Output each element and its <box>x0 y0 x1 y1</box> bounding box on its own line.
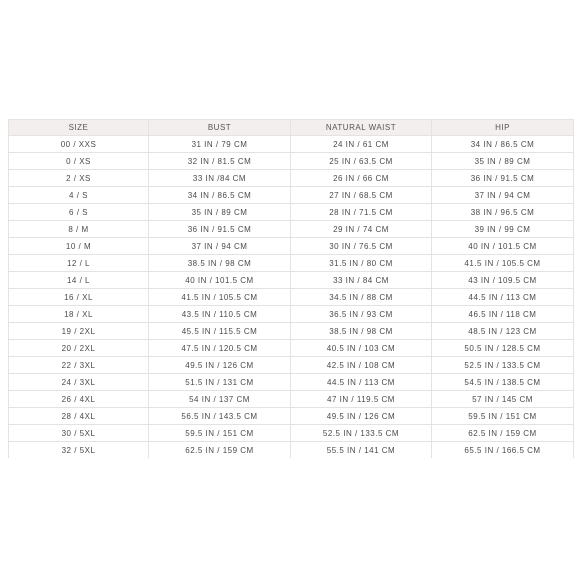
cell-hip: 59.5 IN / 151 CM <box>432 408 574 425</box>
table-row <box>9 238 574 255</box>
cell-natural-waist: 24 IN / 61 CM <box>291 136 432 153</box>
cell-hip: 48.5 IN / 123 CM <box>432 323 574 340</box>
cell-hip: 43 IN / 109.5 CM <box>432 272 574 289</box>
cell-natural-waist: 49.5 IN / 126 CM <box>291 408 432 425</box>
cell-natural-waist: 38.5 IN / 98 CM <box>291 323 432 340</box>
cell-size: 8 / M <box>9 221 149 238</box>
cell-natural-waist: 44.5 IN / 113 CM <box>291 374 432 391</box>
cell-hip: 46.5 IN / 118 CM <box>432 306 574 323</box>
cell-bust: 47.5 IN / 120.5 CM <box>149 340 291 357</box>
cell-size: 6 / S <box>9 204 149 221</box>
cell-hip: 50.5 IN / 128.5 CM <box>432 340 574 357</box>
cell-hip: 39 IN / 99 CM <box>432 221 574 238</box>
table-row <box>9 289 574 306</box>
cell-bust: 49.5 IN / 126 CM <box>149 357 291 374</box>
cell-natural-waist: 31.5 IN / 80 CM <box>291 255 432 272</box>
cell-bust: 35 IN / 89 CM <box>149 204 291 221</box>
table-row <box>9 255 574 272</box>
cell-natural-waist: 42.5 IN / 108 CM <box>291 357 432 374</box>
table-row <box>9 408 574 425</box>
table-header-row <box>9 120 574 136</box>
table-row <box>9 170 574 187</box>
size-chart-table <box>8 119 574 458</box>
cell-size: 18 / XL <box>9 306 149 323</box>
cell-bust: 33 IN /84 CM <box>149 170 291 187</box>
header-hip: HIP <box>432 120 574 136</box>
table-row <box>9 272 574 289</box>
cell-natural-waist: 36.5 IN / 93 CM <box>291 306 432 323</box>
cell-natural-waist: 47 IN / 119.5 CM <box>291 391 432 408</box>
cell-natural-waist: 34.5 IN / 88 CM <box>291 289 432 306</box>
table-row <box>9 136 574 153</box>
cell-size: 30 / 5XL <box>9 425 149 442</box>
cell-size: 32 / 5XL <box>9 442 149 459</box>
header-natural-waist: NATURAL WAIST <box>291 120 432 136</box>
cell-natural-waist: 25 IN / 63.5 CM <box>291 153 432 170</box>
cell-size: 20 / 2XL <box>9 340 149 357</box>
cell-natural-waist: 52.5 IN / 133.5 CM <box>291 425 432 442</box>
cell-bust: 38.5 IN / 98 CM <box>149 255 291 272</box>
cell-hip: 54.5 IN / 138.5 CM <box>432 374 574 391</box>
cell-bust: 36 IN / 91.5 CM <box>149 221 291 238</box>
cell-bust: 34 IN / 86.5 CM <box>149 187 291 204</box>
table-row <box>9 374 574 391</box>
header-bust: BUST <box>149 120 291 136</box>
cell-natural-waist: 30 IN / 76.5 CM <box>291 238 432 255</box>
cell-hip: 40 IN / 101.5 CM <box>432 238 574 255</box>
table-row <box>9 323 574 340</box>
cell-natural-waist: 40.5 IN / 103 CM <box>291 340 432 357</box>
cell-bust: 32 IN / 81.5 CM <box>149 153 291 170</box>
cell-size: 26 / 4XL <box>9 391 149 408</box>
table-row <box>9 221 574 238</box>
cell-hip: 41.5 IN / 105.5 CM <box>432 255 574 272</box>
cell-size: 14 / L <box>9 272 149 289</box>
cell-hip: 52.5 IN / 133.5 CM <box>432 357 574 374</box>
cell-size: 10 / M <box>9 238 149 255</box>
table-row <box>9 442 574 459</box>
cell-bust: 43.5 IN / 110.5 CM <box>149 306 291 323</box>
cell-bust: 62.5 IN / 159 CM <box>149 442 291 459</box>
cell-size: 12 / L <box>9 255 149 272</box>
cell-bust: 41.5 IN / 105.5 CM <box>149 289 291 306</box>
cell-hip: 57 IN / 145 CM <box>432 391 574 408</box>
cell-size: 19 / 2XL <box>9 323 149 340</box>
cell-size: 28 / 4XL <box>9 408 149 425</box>
table-row <box>9 357 574 374</box>
cell-bust: 56.5 IN / 143.5 CM <box>149 408 291 425</box>
cell-natural-waist: 33 IN / 84 CM <box>291 272 432 289</box>
cell-bust: 40 IN / 101.5 CM <box>149 272 291 289</box>
cell-natural-waist: 55.5 IN / 141 CM <box>291 442 432 459</box>
table-row <box>9 153 574 170</box>
cell-hip: 35 IN / 89 CM <box>432 153 574 170</box>
cell-bust: 54 IN / 137 CM <box>149 391 291 408</box>
cell-bust: 51.5 IN / 131 CM <box>149 374 291 391</box>
cell-bust: 59.5 IN / 151 CM <box>149 425 291 442</box>
cell-hip: 37 IN / 94 CM <box>432 187 574 204</box>
cell-size: 4 / S <box>9 187 149 204</box>
cell-hip: 36 IN / 91.5 CM <box>432 170 574 187</box>
cell-size: 2 / XS <box>9 170 149 187</box>
table-row <box>9 340 574 357</box>
cell-bust: 37 IN / 94 CM <box>149 238 291 255</box>
cell-natural-waist: 29 IN / 74 CM <box>291 221 432 238</box>
cell-size: 24 / 3XL <box>9 374 149 391</box>
cell-bust: 45.5 IN / 115.5 CM <box>149 323 291 340</box>
table-row <box>9 391 574 408</box>
table-row <box>9 306 574 323</box>
table-row <box>9 204 574 221</box>
cell-size: 0 / XS <box>9 153 149 170</box>
cell-natural-waist: 27 IN / 68.5 CM <box>291 187 432 204</box>
table-body <box>9 136 574 459</box>
header-size: SIZE <box>9 120 149 136</box>
cell-hip: 44.5 IN / 113 CM <box>432 289 574 306</box>
cell-hip: 65.5 IN / 166.5 CM <box>432 442 574 459</box>
cell-size: 00 / XXS <box>9 136 149 153</box>
cell-hip: 38 IN / 96.5 CM <box>432 204 574 221</box>
cell-natural-waist: 26 IN / 66 CM <box>291 170 432 187</box>
cell-size: 16 / XL <box>9 289 149 306</box>
cell-bust: 31 IN / 79 CM <box>149 136 291 153</box>
cell-size: 22 / 3XL <box>9 357 149 374</box>
cell-hip: 34 IN / 86.5 CM <box>432 136 574 153</box>
cell-hip: 62.5 IN / 159 CM <box>432 425 574 442</box>
cell-natural-waist: 28 IN / 71.5 CM <box>291 204 432 221</box>
table-row <box>9 425 574 442</box>
table-row <box>9 187 574 204</box>
